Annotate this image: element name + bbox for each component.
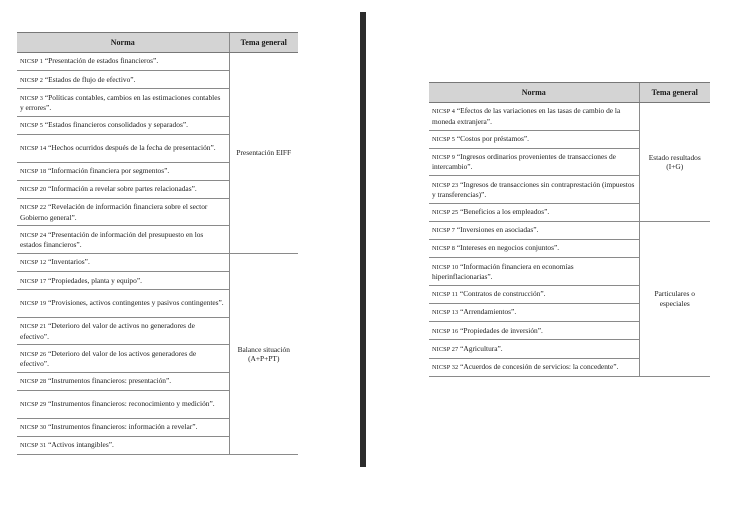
norma-cell — [17, 116, 229, 134]
norma-cell — [17, 372, 229, 390]
norma-code: NICSP 4 — [432, 108, 456, 116]
norma-code: NICSP 22 — [20, 204, 47, 212]
norma-title: “Instrumentos financieros: reconocimiento y medición”. — [48, 399, 215, 409]
norma-cell — [429, 148, 639, 176]
norma-title: “Activos intangibles”. — [48, 440, 114, 450]
norma-title: “Beneficios a los empleados”. — [460, 207, 550, 217]
norma-cell — [17, 317, 229, 345]
norma-code: NICSP 17 — [20, 277, 47, 285]
norma-title: “Deterioro del valor de activos no generadores de efectivo”. — [20, 321, 195, 341]
norma-title: “Intereses en negocios conjuntos”. — [456, 243, 560, 253]
norma-code: NICSP 5 — [20, 122, 44, 130]
norma-cell — [17, 135, 229, 163]
norma-code: NICSP 31 — [20, 442, 47, 450]
norma-title: “Ingresos de transacciones sin contraprestación (impuestos y transferencias)”. — [432, 179, 635, 199]
norma-title: “Propiedades, planta y equipo”. — [48, 275, 142, 285]
norma-cell — [17, 391, 229, 419]
right-standards-table — [429, 82, 710, 377]
norma-title: “Acuerdos de concesión de servicios: la concedente”. — [460, 361, 619, 371]
norma-code: NICSP 9 — [432, 154, 456, 162]
norma-title: “Costos por préstamos”. — [456, 133, 529, 143]
norma-code: NICSP 24 — [20, 231, 47, 239]
norma-code: NICSP 30 — [20, 423, 47, 431]
tema-column-header: Tema general — [229, 33, 298, 53]
norma-title: “Propiedades de inversión”. — [460, 325, 543, 335]
norma-cell — [429, 103, 639, 131]
norma-cell — [17, 53, 229, 71]
norma-code: NICSP 14 — [20, 145, 47, 153]
norma-code: NICSP 19 — [20, 300, 47, 308]
norma-title: “Presentación de información del presupuesto en los estados financieros”. — [20, 229, 204, 250]
norma-code: NICSP 27 — [432, 345, 459, 353]
norma-title: “Deterioro del valor de los activos generadores de efectivo”. — [20, 348, 197, 369]
norma-cell — [17, 272, 229, 290]
norma-title: “Información a revelar sobre partes relacionadas”. — [48, 184, 197, 194]
norma-title: “Instrumentos financieros: presentación”. — [48, 376, 172, 386]
norma-title: “Instrumentos financieros: información a revelar”. — [48, 421, 198, 431]
vertical-divider — [360, 12, 366, 467]
norma-code: NICSP 12 — [20, 259, 47, 267]
norma-code: NICSP 16 — [432, 327, 459, 335]
norma-cell — [17, 198, 229, 226]
norma-cell — [429, 130, 639, 148]
table-header-row — [17, 33, 298, 53]
norma-cell — [17, 71, 229, 89]
table-row — [17, 53, 298, 71]
tema-cell: Estado resultados (I+G) — [639, 103, 710, 222]
norma-title: “Arrendamientos”. — [460, 307, 517, 317]
norma-code: NICSP 10 — [432, 263, 459, 271]
norma-title: “Inventarios”. — [48, 257, 90, 267]
norma-cell — [17, 436, 229, 454]
table-header-row — [429, 83, 710, 103]
norma-title: “Inversiones en asociadas”. — [456, 225, 539, 235]
norma-cell — [429, 285, 639, 303]
norma-code: NICSP 21 — [20, 323, 47, 331]
norma-title: “Presentación de estados financieros”. — [44, 56, 159, 66]
norma-code: NICSP 5 — [432, 135, 456, 143]
norma-cell — [17, 290, 229, 318]
norma-cell — [429, 340, 639, 358]
norma-column-header: Norma — [429, 83, 639, 103]
norma-title: “Información financiera por segmentos”. — [48, 165, 170, 175]
norma-title: “Estados de flujo de efectivo”. — [44, 74, 136, 84]
norma-cell — [17, 345, 229, 373]
tema-cell: Balance situación (A+P+PT) — [229, 253, 298, 454]
norma-code: NICSP 32 — [432, 363, 459, 371]
norma-code: NICSP 3 — [20, 94, 44, 102]
tema-cell: Presentación EIFF — [229, 53, 298, 254]
norma-code: NICSP 7 — [432, 227, 456, 235]
norma-code: NICSP 20 — [20, 186, 47, 194]
tema-column-header: Tema general — [639, 83, 710, 103]
norma-cell — [429, 358, 639, 376]
norma-title: “Hechos ocurridos después de la fecha de presentación”. — [48, 143, 216, 153]
norma-title: “Contratos de construcción”. — [459, 289, 546, 299]
norma-cell — [429, 258, 639, 286]
norma-code: NICSP 28 — [20, 378, 47, 386]
norma-title: “Efectos de las variaciones en las tasas de cambio de la moneda extranjera”. — [432, 106, 621, 126]
norma-cell — [429, 322, 639, 340]
norma-code: NICSP 1 — [20, 58, 44, 66]
norma-title: “Ingresos ordinarios provenientes de transacciones de intercambio”. — [432, 152, 616, 172]
norma-cell — [17, 162, 229, 180]
norma-code: NICSP 2 — [20, 76, 44, 84]
norma-cell — [429, 176, 639, 204]
norma-cell — [17, 226, 229, 254]
norma-cell — [17, 180, 229, 198]
norma-code: NICSP 25 — [432, 209, 459, 217]
norma-code: NICSP 8 — [432, 245, 456, 253]
table-row — [429, 103, 710, 131]
norma-title: “Políticas contables, cambios en las estimaciones contables y errores”. — [20, 92, 221, 113]
norma-title: “Provisiones, activos contingentes y pasivos contingentes”. — [48, 298, 224, 308]
norma-code: NICSP 23 — [432, 181, 459, 189]
norma-cell — [429, 240, 639, 258]
left-standards-table — [17, 32, 298, 455]
norma-code: NICSP 18 — [20, 167, 47, 175]
norma-code: NICSP 11 — [432, 291, 459, 299]
norma-cell — [429, 303, 639, 321]
tema-cell: Particulares o especiales — [639, 221, 710, 376]
norma-title: “Agricultura”. — [460, 343, 503, 353]
norma-column-header: Norma — [17, 33, 229, 53]
norma-cell — [17, 253, 229, 271]
norma-title: “Revelación de información financiera sobre el sector Gobierno general”. — [20, 202, 208, 222]
norma-cell — [429, 203, 639, 221]
table-row — [17, 253, 298, 271]
norma-cell — [17, 89, 229, 117]
norma-title: “Estados financieros consolidados y separados”. — [44, 120, 188, 130]
norma-title: “Información financiera en economías hiperinflacionarias”. — [432, 261, 574, 281]
norma-code: NICSP 29 — [20, 401, 47, 409]
table-row — [429, 221, 710, 239]
norma-cell — [429, 221, 639, 239]
norma-code: NICSP 13 — [432, 309, 459, 317]
norma-cell — [17, 418, 229, 436]
norma-code: NICSP 26 — [20, 350, 47, 358]
